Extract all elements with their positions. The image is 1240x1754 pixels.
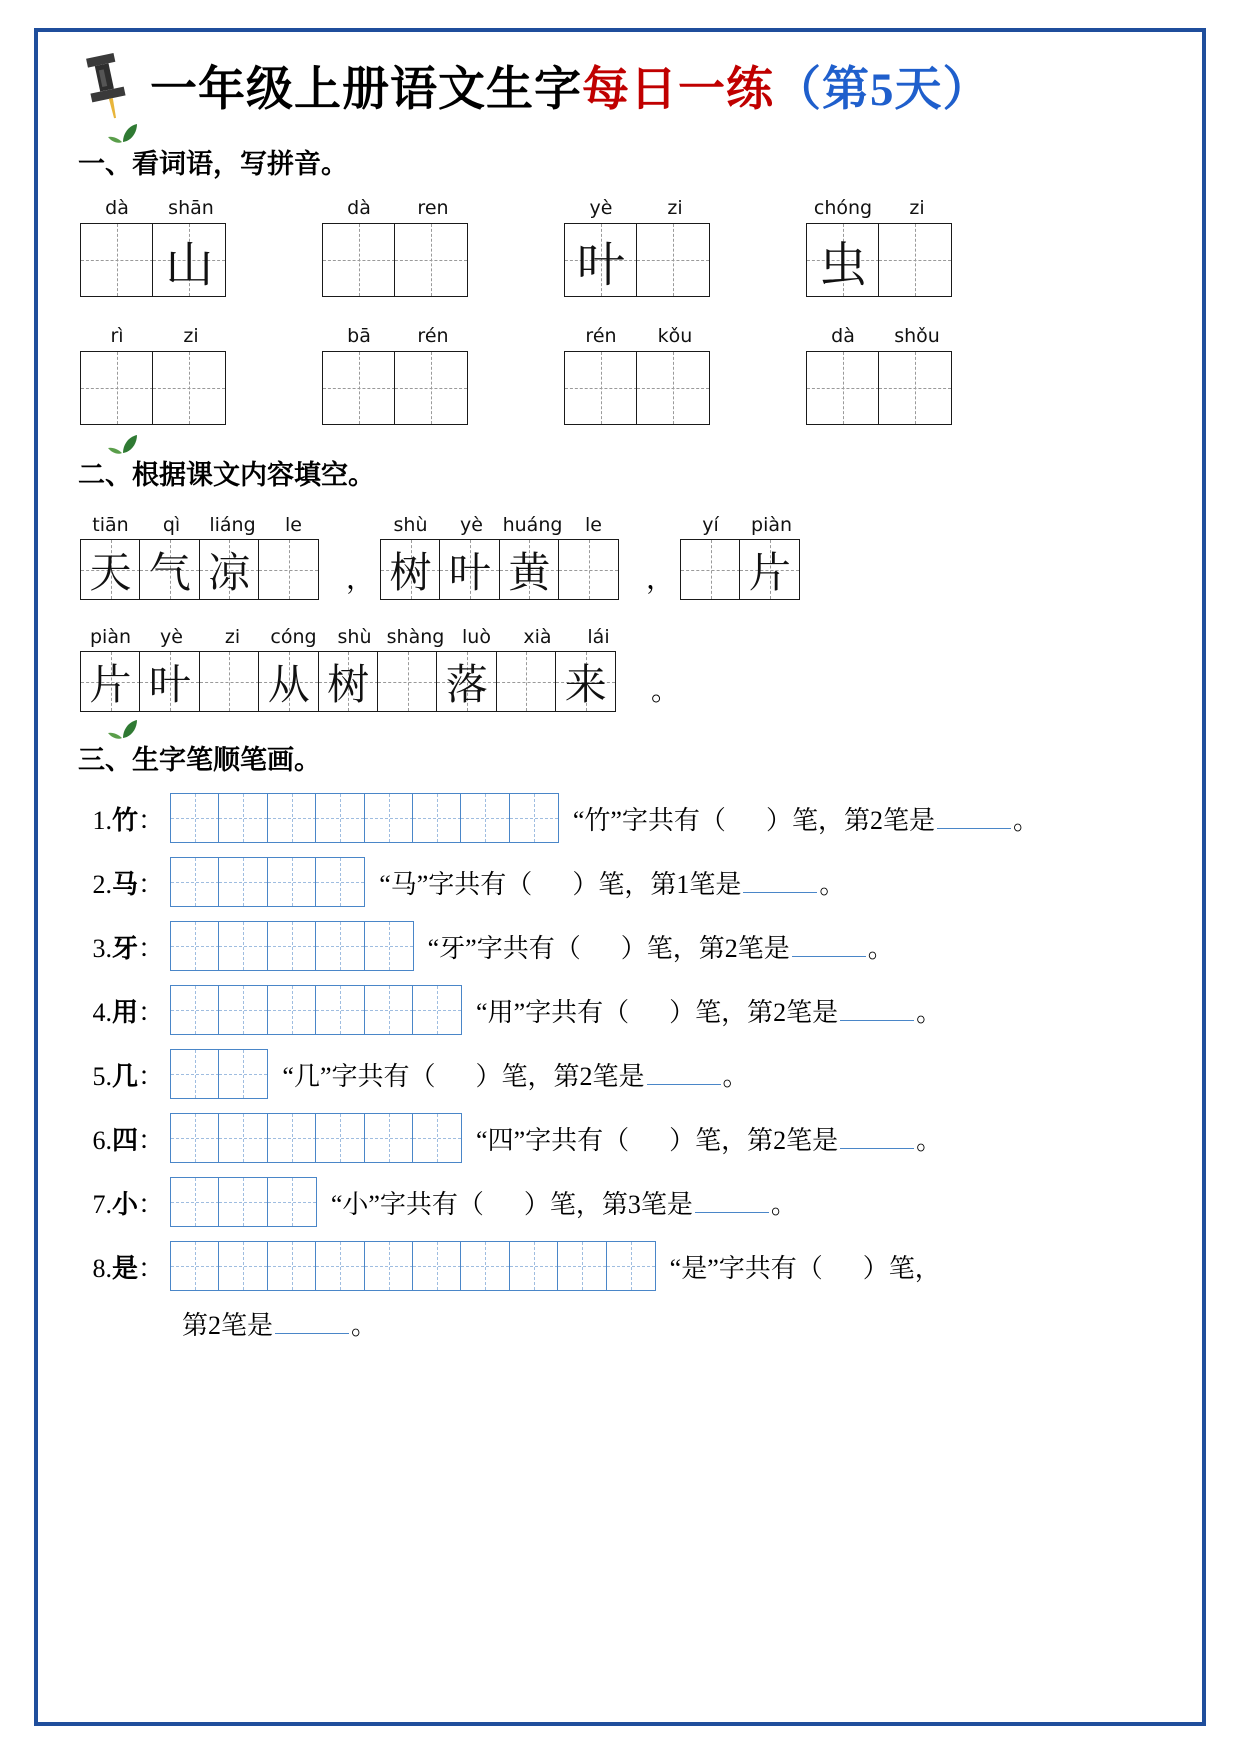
stroke-exercise-row <box>74 1049 1176 1099</box>
title-part-3: （第5天） <box>774 63 991 116</box>
pinyin-label: rén <box>417 325 449 347</box>
stroke-exercise-row <box>74 921 1176 971</box>
item-number: 5. <box>92 1061 112 1091</box>
tianzige-cell[interactable] <box>394 223 468 297</box>
item-character: 四 <box>111 1125 138 1155</box>
stroke-cell[interactable] <box>170 985 220 1035</box>
tianzige-char <box>559 540 618 599</box>
tianzige-char: 叶 <box>448 550 491 597</box>
tianzige-group <box>806 351 954 425</box>
pinyin-word <box>322 197 470 297</box>
pinyin-label: piàn <box>751 514 793 536</box>
tianzige-cell[interactable] <box>199 539 260 600</box>
stroke-cell-group <box>170 1177 317 1227</box>
leaf-icon <box>106 431 140 453</box>
pushpin-icon <box>78 49 136 121</box>
tianzige-char <box>81 224 153 296</box>
stroke-cell[interactable] <box>218 793 268 843</box>
pinyin-label: luò <box>462 626 491 648</box>
stroke-cell[interactable] <box>267 985 317 1035</box>
pinyin-label-group <box>806 325 954 347</box>
pinyin-label: huáng <box>502 514 563 536</box>
tianzige-char <box>565 352 637 424</box>
pinyin-label-group <box>564 197 712 219</box>
tianzige-char <box>323 352 395 424</box>
question-suffix: 。 <box>722 1061 749 1091</box>
stroke-question-text <box>476 1120 942 1157</box>
pinyin-label: qì <box>162 514 181 536</box>
tianzige-group <box>80 539 324 600</box>
question-prefix: “牙”字共有（ <box>427 933 581 963</box>
title-part-2: 每日一练 <box>582 63 774 116</box>
stroke-cell-group <box>170 1049 268 1099</box>
tianzige-char <box>637 352 709 424</box>
stroke-cell[interactable] <box>364 921 414 971</box>
stroke-exercise-label: 2.马： <box>92 869 164 899</box>
question-suffix: 。 <box>867 933 894 963</box>
answer-blank[interactable] <box>840 1000 914 1021</box>
tianzige-cell[interactable] <box>558 539 619 600</box>
tianzige-char: 树 <box>389 550 432 597</box>
tianzige-char <box>681 540 740 599</box>
stroke-cell[interactable] <box>218 921 268 971</box>
tianzige-char <box>879 224 951 296</box>
stroke-cell[interactable] <box>218 985 268 1035</box>
stroke-cell[interactable] <box>170 1049 220 1099</box>
question-middle: ）笔，第2笔是 <box>765 805 935 835</box>
tianzige-char: 从 <box>267 662 310 709</box>
pinyin-label: le <box>285 514 302 536</box>
pinyin-label: le <box>585 514 602 536</box>
sentence-chunk <box>380 514 624 600</box>
stroke-question-text <box>476 992 942 1029</box>
pinyin-label: chóng <box>813 197 873 219</box>
stroke-cell[interactable] <box>509 793 559 843</box>
question-prefix: “竹”字共有（ <box>572 805 726 835</box>
section-2-heading <box>64 453 1176 492</box>
tianzige-cell[interactable] <box>322 351 396 425</box>
question-prefix: “用”字共有（ <box>476 997 630 1027</box>
stroke-cell[interactable] <box>364 1241 414 1291</box>
pinyin-label-group <box>322 325 470 347</box>
stroke-exercise-row <box>74 793 1176 843</box>
page-title <box>150 52 991 119</box>
item-number: 7. <box>92 1189 112 1219</box>
tianzige-char <box>259 540 318 599</box>
pinyin-label: shàng <box>386 626 445 648</box>
item-character: 竹 <box>111 805 138 835</box>
pinyin-word-row <box>80 197 1176 297</box>
punctuation-mark: ， <box>646 564 675 595</box>
pinyin-word-row <box>80 325 1176 425</box>
sentence-line <box>80 626 1176 712</box>
pinyin-label: shān <box>168 197 214 219</box>
question-middle: ）笔，第1笔是 <box>572 869 742 899</box>
question-suffix: 。 <box>916 997 943 1027</box>
stroke-exercise-row <box>74 1113 1176 1163</box>
pinyin-word <box>80 325 228 425</box>
question-suffix: 。 <box>819 869 846 899</box>
question-prefix: “是”字共有（ <box>669 1253 823 1283</box>
pinyin-label-group <box>680 514 802 536</box>
tianzige-char: 片 <box>89 662 132 709</box>
stroke-cell[interactable] <box>460 1241 510 1291</box>
stroke-cell[interactable] <box>170 921 220 971</box>
stroke-cell[interactable] <box>218 1113 268 1163</box>
stroke-exercise-label: 4.用： <box>92 997 164 1027</box>
stroke-exercise-row <box>74 985 1176 1035</box>
question-middle: ）笔，第2笔是 <box>620 933 790 963</box>
stroke-cell[interactable] <box>315 793 365 843</box>
stroke-cell-group <box>170 793 559 843</box>
stroke-cell[interactable] <box>267 1241 317 1291</box>
item-character: 小 <box>111 1189 138 1219</box>
pinyin-label: shǒu <box>894 325 940 347</box>
pinyin-label: shù <box>393 514 428 536</box>
pinyin-label: tiān <box>92 514 129 536</box>
stroke-cell[interactable] <box>267 857 317 907</box>
question-middle: ）笔，第2笔是 <box>669 1125 839 1155</box>
item-character: 几 <box>111 1061 138 1091</box>
tianzige-cell[interactable] <box>739 539 800 600</box>
stroke-cell-group <box>170 985 462 1035</box>
answer-blank[interactable] <box>275 1313 349 1334</box>
tianzige-cell[interactable] <box>139 651 200 712</box>
pinyin-label: lái <box>587 626 610 648</box>
tianzige-char <box>81 352 153 424</box>
item-character: 牙 <box>111 933 138 963</box>
question-prefix: “马”字共有（ <box>379 869 533 899</box>
item-number: 2. <box>92 869 112 899</box>
answer-blank[interactable] <box>647 1064 721 1085</box>
tianzige-cell[interactable] <box>139 539 200 600</box>
stroke-exercise-label: 1.竹： <box>92 805 164 835</box>
question-middle: ）笔， <box>862 1253 941 1283</box>
pinyin-label: rì <box>110 325 124 347</box>
item-number: 8. <box>92 1253 112 1283</box>
pinyin-label: zi <box>667 197 683 219</box>
punctuation-mark: ， <box>346 564 375 595</box>
pinyin-label: dà <box>105 197 129 219</box>
leaf-icon <box>106 120 140 142</box>
punctuation-mark: 。 <box>651 676 680 707</box>
stroke-cell[interactable] <box>364 985 414 1035</box>
pinyin-label: shù <box>337 626 372 648</box>
pinyin-label: yè <box>460 514 483 536</box>
tianzige-cell[interactable] <box>564 223 638 297</box>
stroke-cell-group <box>170 1113 462 1163</box>
title-part-1: 一年级上册语文生字 <box>150 63 582 116</box>
stroke-cell[interactable] <box>509 1241 559 1291</box>
stroke-cell-group <box>170 857 365 907</box>
stroke-cell[interactable] <box>218 1241 268 1291</box>
stroke-exercise-label: 6.四： <box>92 1125 164 1155</box>
pinyin-label: dà <box>347 197 371 219</box>
tianzige-cell[interactable] <box>258 539 319 600</box>
tianzige-char: 落 <box>445 662 488 709</box>
stroke-cell[interactable] <box>267 793 317 843</box>
pinyin-label: cóng <box>270 626 317 648</box>
stroke-exercise-label: 5.几： <box>92 1061 164 1091</box>
tianzige-cell[interactable] <box>380 539 441 600</box>
stroke-exercise-row <box>74 1241 1176 1291</box>
tianzige-char: 凉 <box>208 550 251 597</box>
tianzige-char <box>323 224 395 296</box>
stroke-exercise-label: 8.是： <box>92 1253 164 1283</box>
tianzige-cell[interactable] <box>377 651 438 712</box>
tianzige-cell[interactable] <box>199 651 260 712</box>
stroke-cell[interactable] <box>606 1241 656 1291</box>
item-number: 4. <box>92 997 112 1027</box>
sentence-chunk <box>80 626 629 712</box>
pinyin-label: zi <box>224 626 241 648</box>
stroke-cell[interactable] <box>460 793 510 843</box>
item-character: 用 <box>111 997 138 1027</box>
stroke-cell[interactable] <box>412 985 462 1035</box>
tianzige-cell[interactable] <box>436 651 497 712</box>
tianzige-group <box>380 539 624 600</box>
pinyin-label-group <box>80 626 629 648</box>
answer-blank[interactable] <box>937 808 1011 829</box>
tianzige-cell[interactable] <box>258 651 319 712</box>
section-3-content <box>64 793 1176 1291</box>
sentence-chunk <box>80 514 324 600</box>
tianzige-char <box>395 352 467 424</box>
stroke-cell[interactable] <box>267 921 317 971</box>
tianzige-cell[interactable] <box>439 539 500 600</box>
pinyin-label: dà <box>831 325 855 347</box>
stroke-cell[interactable] <box>170 1113 220 1163</box>
pinyin-label-group <box>806 197 954 219</box>
question-middle: ）笔，第3笔是 <box>523 1189 693 1219</box>
question-middle: ）笔，第2笔是 <box>669 997 839 1027</box>
tianzige-char <box>378 652 437 711</box>
pinyin-word <box>806 197 954 297</box>
stroke-cell[interactable] <box>364 1113 414 1163</box>
stroke-cell[interactable] <box>315 857 365 907</box>
question-suffix: 。 <box>770 1189 797 1219</box>
tianzige-cell[interactable] <box>564 351 638 425</box>
stroke-cell[interactable] <box>412 1113 462 1163</box>
tianzige-char: 黄 <box>508 550 551 597</box>
answer-blank[interactable] <box>743 872 817 893</box>
question-prefix: “几”字共有（ <box>282 1061 436 1091</box>
pinyin-word <box>80 197 228 297</box>
pinyin-label: yí <box>702 514 719 536</box>
stroke-cell[interactable] <box>315 1241 365 1291</box>
pinyin-label: yè <box>160 626 183 648</box>
tianzige-cell[interactable] <box>80 351 154 425</box>
tianzige-char <box>497 652 556 711</box>
pinyin-label: yè <box>589 197 613 219</box>
section-3-heading <box>64 738 1176 777</box>
tianzige-char: 来 <box>564 662 607 709</box>
section-3-tail-end: 。 <box>351 1311 378 1340</box>
question-suffix: 。 <box>916 1125 943 1155</box>
tianzige-char <box>395 224 467 296</box>
tianzige-char <box>153 352 225 424</box>
stroke-question-text <box>573 800 1039 837</box>
question-prefix: “四”字共有（ <box>476 1125 630 1155</box>
pinyin-label-group <box>80 325 228 347</box>
leaf-icon <box>106 716 140 738</box>
stroke-exercise-row <box>74 857 1176 907</box>
stroke-exercise-label: 7.小： <box>92 1189 164 1219</box>
worksheet-page <box>34 28 1206 1726</box>
question-prefix: “小”字共有（ <box>330 1189 484 1219</box>
tianzige-cell[interactable] <box>636 223 710 297</box>
tianzige-char: 山 <box>165 238 214 292</box>
section-1-heading <box>64 142 1176 181</box>
stroke-cell[interactable] <box>412 793 462 843</box>
stroke-cell[interactable] <box>218 1049 268 1099</box>
stroke-cell[interactable] <box>267 1177 317 1227</box>
stroke-cell[interactable] <box>557 1241 607 1291</box>
tianzige-group <box>680 539 802 600</box>
pinyin-label-group <box>80 514 324 536</box>
tianzige-group <box>80 651 629 712</box>
stroke-question-text <box>428 928 894 965</box>
item-number: 6. <box>92 1125 112 1155</box>
pinyin-label: kǒu <box>657 325 693 347</box>
pinyin-label: zi <box>183 325 199 347</box>
tianzige-cell[interactable] <box>636 351 710 425</box>
stroke-cell[interactable] <box>364 793 414 843</box>
stroke-question-text <box>282 1056 748 1093</box>
tianzige-char: 虫 <box>818 238 867 292</box>
tianzige-char: 片 <box>748 550 791 597</box>
tianzige-group <box>806 223 954 297</box>
stroke-cell-group <box>170 1241 656 1291</box>
pinyin-label-group <box>322 197 470 219</box>
section-2-content <box>64 514 1176 712</box>
tianzige-cell[interactable] <box>680 539 741 600</box>
stroke-question-text <box>379 864 845 901</box>
tianzige-group <box>564 223 712 297</box>
stroke-cell[interactable] <box>218 1177 268 1227</box>
tianzige-cell[interactable] <box>499 539 560 600</box>
pinyin-word <box>322 325 470 425</box>
answer-blank[interactable] <box>840 1128 914 1149</box>
stroke-cell[interactable] <box>267 1113 317 1163</box>
pinyin-label-group <box>564 325 712 347</box>
pinyin-label-group <box>380 514 624 536</box>
tianzige-group <box>322 351 470 425</box>
section-2-heading-text: 二、根据课文内容填空。 <box>78 460 375 490</box>
stroke-exercise-row <box>74 1177 1176 1227</box>
stroke-cell[interactable] <box>315 921 365 971</box>
pinyin-label: rén <box>585 325 617 347</box>
tianzige-cell[interactable] <box>496 651 557 712</box>
pinyin-label: xià <box>523 626 552 648</box>
item-number: 3. <box>92 933 112 963</box>
pinyin-label-group <box>80 197 228 219</box>
tianzige-char <box>200 652 259 711</box>
section-3-heading-text: 三、生字笔顺笔画。 <box>78 745 321 775</box>
tianzige-cell[interactable] <box>394 351 468 425</box>
stroke-cell[interactable] <box>170 793 220 843</box>
sentence-chunk <box>680 514 802 600</box>
stroke-exercise-label: 3.牙： <box>92 933 164 963</box>
tianzige-cell[interactable] <box>878 351 952 425</box>
stroke-cell[interactable] <box>170 1241 220 1291</box>
section-3-tail <box>64 1305 1176 1342</box>
tianzige-group <box>80 223 228 297</box>
stroke-cell[interactable] <box>315 1113 365 1163</box>
tianzige-cell[interactable] <box>806 223 880 297</box>
stroke-question-text <box>331 1184 797 1221</box>
tianzige-cell[interactable] <box>80 651 141 712</box>
stroke-cell[interactable] <box>170 857 220 907</box>
tianzige-char: 树 <box>327 662 370 709</box>
tianzige-cell[interactable] <box>80 223 154 297</box>
pinyin-label: zi <box>909 197 925 219</box>
pinyin-label: piàn <box>89 626 132 648</box>
tianzige-char <box>807 352 879 424</box>
pinyin-word <box>564 197 712 297</box>
stroke-cell[interactable] <box>218 857 268 907</box>
answer-blank[interactable] <box>695 1192 769 1213</box>
tianzige-char <box>637 224 709 296</box>
stroke-cell-group <box>170 921 414 971</box>
stroke-cell[interactable] <box>412 1241 462 1291</box>
tianzige-group <box>564 351 712 425</box>
tianzige-group <box>322 223 470 297</box>
section-3-tail-text: 第2笔是 <box>182 1311 274 1340</box>
pinyin-word <box>564 325 712 425</box>
tianzige-char: 气 <box>148 550 191 597</box>
section-1-heading-text: 一、看词语，写拼音。 <box>78 149 348 179</box>
item-number: 1. <box>92 805 112 835</box>
sentence-line <box>80 514 1176 600</box>
stroke-question-text <box>670 1248 941 1285</box>
tianzige-cell[interactable] <box>878 223 952 297</box>
tianzige-char: 天 <box>89 550 132 597</box>
stroke-cell[interactable] <box>315 985 365 1035</box>
pinyin-word <box>806 325 954 425</box>
tianzige-cell[interactable] <box>152 223 226 297</box>
tianzige-cell[interactable] <box>318 651 379 712</box>
pinyin-label: liáng <box>209 514 256 536</box>
tianzige-char <box>879 352 951 424</box>
tianzige-cell[interactable] <box>152 351 226 425</box>
pinyin-label: bā <box>347 325 371 347</box>
tianzige-cell[interactable] <box>806 351 880 425</box>
tianzige-char: 叶 <box>576 238 625 292</box>
item-character: 马 <box>111 869 138 899</box>
section-1-grid <box>64 197 1176 425</box>
question-suffix: 。 <box>1012 805 1039 835</box>
question-middle: ）笔，第2笔是 <box>475 1061 645 1091</box>
tianzige-char: 叶 <box>148 662 191 709</box>
item-character: 是 <box>111 1253 138 1283</box>
tianzige-cell[interactable] <box>322 223 396 297</box>
answer-blank[interactable] <box>792 936 866 957</box>
stroke-cell[interactable] <box>170 1177 220 1227</box>
tianzige-cell[interactable] <box>555 651 616 712</box>
page-title-row <box>64 42 1176 128</box>
tianzige-group <box>80 351 228 425</box>
tianzige-cell[interactable] <box>80 539 141 600</box>
pinyin-label: ren <box>417 197 449 219</box>
